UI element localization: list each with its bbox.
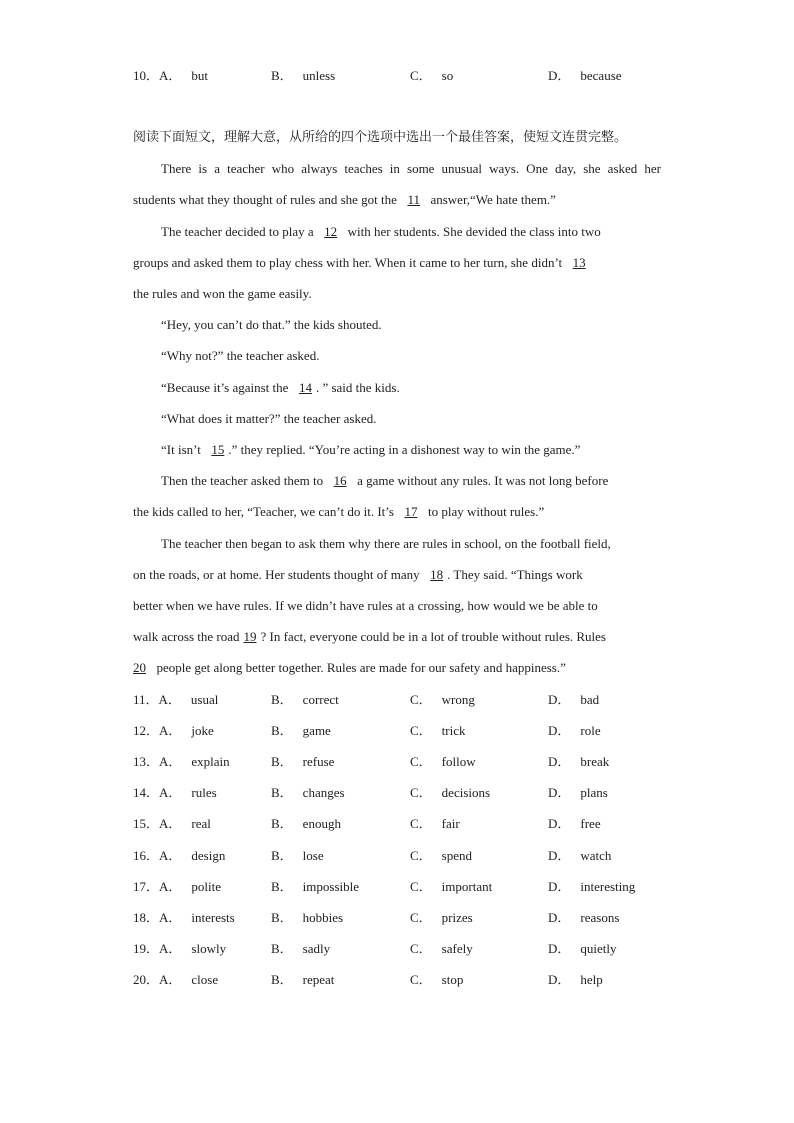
- option-text: so: [441, 68, 454, 83]
- answer-option: [548, 940, 617, 958]
- question-number: 10．: [133, 68, 160, 83]
- question-row: [133, 971, 693, 989]
- option-letter: B．: [271, 723, 293, 738]
- option-letter: A．: [158, 692, 181, 707]
- answer-option: [133, 940, 226, 958]
- option-letter: A．: [159, 972, 182, 987]
- question-row: [133, 722, 693, 740]
- answer-option: [410, 815, 460, 833]
- answer-option: [271, 691, 339, 709]
- option-letter: A．: [159, 879, 182, 894]
- option-text: watch: [580, 848, 612, 863]
- answer-option: [548, 691, 599, 709]
- option-text: important: [441, 879, 493, 894]
- option-letter: C．: [410, 785, 432, 800]
- option-text: sadly: [302, 941, 331, 956]
- answer-option: [410, 722, 466, 740]
- option-text: trick: [441, 723, 466, 738]
- option-text: slowly: [191, 941, 227, 956]
- answer-option: [410, 909, 473, 927]
- passage-text: . They said. “Things work: [447, 567, 583, 582]
- option-text: reasons: [580, 910, 620, 925]
- option-text: enough: [302, 816, 341, 831]
- option-letter: B．: [271, 816, 293, 831]
- blank-11: 11: [407, 192, 420, 207]
- option-letter: C．: [410, 816, 432, 831]
- option-text: game: [302, 723, 331, 738]
- blank-14: 14: [298, 380, 312, 395]
- blank-15: 15: [211, 442, 225, 457]
- passage-line: There is a teacher who always teaches in some unusual ways. One day, she asked her: [161, 161, 661, 176]
- option-text: interesting: [580, 879, 636, 894]
- answer-option: [271, 815, 341, 833]
- option-text: interests: [191, 910, 235, 925]
- option-text: rules: [191, 785, 217, 800]
- option-letter: B．: [271, 785, 293, 800]
- passage-line: [161, 472, 608, 490]
- option-letter: C．: [410, 910, 432, 925]
- question-row: [133, 784, 693, 802]
- q10-option-d: [548, 67, 622, 85]
- answer-option: [271, 878, 359, 896]
- answer-option: [548, 971, 603, 989]
- question-number: 15．: [133, 816, 160, 831]
- blank-18: 18: [430, 567, 444, 582]
- option-letter: C．: [410, 972, 432, 987]
- option-letter: D．: [548, 941, 571, 956]
- passage-line: [161, 441, 580, 459]
- passage-line: [133, 659, 566, 677]
- answer-option: [410, 753, 476, 771]
- option-text: refuse: [302, 754, 335, 769]
- option-text: follow: [441, 754, 476, 769]
- answer-option: [133, 753, 230, 771]
- answer-option: [548, 847, 611, 865]
- answer-option: [271, 940, 330, 958]
- option-text: polite: [191, 879, 222, 894]
- passage-line: “What does it matter?” the teacher asked.: [161, 411, 377, 426]
- option-letter: B．: [271, 972, 293, 987]
- answer-option: [548, 909, 619, 927]
- option-text: free: [580, 816, 601, 831]
- q10-option-b: [271, 67, 335, 85]
- passage-text: people get along better together. Rules are made for our safety and happiness.”: [156, 660, 566, 675]
- question-number: 17．: [133, 879, 160, 894]
- question-row: [133, 878, 693, 896]
- option-letter: A．: [159, 68, 182, 83]
- passage-text: on the roads, or at home. Her students thought of many: [133, 567, 420, 582]
- answer-option: [548, 753, 609, 771]
- option-letter: D．: [548, 910, 571, 925]
- passage-line: better when we have rules. If we didn’t have rules at a crossing, how would we be able to: [133, 598, 598, 613]
- passage-text: answer,“We hate them.”: [430, 192, 556, 207]
- option-letter: A．: [159, 754, 182, 769]
- passage-line: [133, 503, 544, 521]
- option-letter: C．: [410, 941, 432, 956]
- option-text: bad: [580, 692, 600, 707]
- option-text: explain: [191, 754, 230, 769]
- option-letter: A．: [159, 910, 182, 925]
- question-10: [133, 67, 693, 85]
- option-text: plans: [580, 785, 608, 800]
- passage-text: The teacher decided to play a: [161, 224, 314, 239]
- option-letter: D．: [548, 816, 571, 831]
- passage-line: [133, 191, 556, 209]
- answer-option: [133, 971, 218, 989]
- answer-option: [410, 847, 472, 865]
- passage-line: the rules and won the game easily.: [133, 286, 312, 301]
- passage-text: students what they thought of rules and she got the: [133, 192, 397, 207]
- question-number: 20．: [133, 972, 160, 987]
- answer-option: [133, 909, 235, 927]
- option-text: fair: [441, 816, 460, 831]
- q10-option-c: [410, 67, 453, 85]
- option-text: correct: [302, 692, 339, 707]
- passage-text: ? In fact, everyone could be in a lot of trouble without rules. Rules: [260, 629, 606, 644]
- question-number: 12．: [133, 723, 160, 738]
- answer-option: [271, 847, 324, 865]
- answer-option: [133, 722, 214, 740]
- option-letter: D．: [548, 848, 571, 863]
- option-text: stop: [441, 972, 464, 987]
- q10-option-a: [133, 67, 208, 85]
- answer-option: [410, 691, 475, 709]
- option-letter: D．: [548, 785, 571, 800]
- option-letter: B．: [271, 879, 293, 894]
- answer-option: [548, 878, 635, 896]
- passage-line: [161, 379, 400, 397]
- passage-line: “Why not?” the teacher asked.: [161, 348, 320, 363]
- option-text: help: [580, 972, 603, 987]
- answer-option: [271, 753, 334, 771]
- option-letter: A．: [159, 848, 182, 863]
- blank-13: 13: [572, 255, 586, 270]
- answer-option: [410, 784, 490, 802]
- option-text: but: [191, 68, 209, 83]
- option-text: hobbies: [302, 910, 344, 925]
- passage-text: the kids called to her, “Teacher, we can’t do it. It’s: [133, 504, 394, 519]
- question-number: 13．: [133, 754, 160, 769]
- option-letter: A．: [159, 723, 182, 738]
- answer-option: [133, 815, 211, 833]
- passage-line: “Hey, you can’t do that.” the kids shouted.: [161, 317, 382, 332]
- answer-option: [410, 940, 473, 958]
- answer-option: [271, 909, 343, 927]
- blank-19: 19: [243, 629, 257, 644]
- option-letter: C．: [410, 692, 432, 707]
- passage-line: [133, 628, 606, 646]
- option-text: break: [580, 754, 610, 769]
- option-text: prizes: [441, 910, 473, 925]
- option-letter: C．: [410, 754, 432, 769]
- option-letter: B．: [271, 754, 293, 769]
- passage-text: “It isn’t: [161, 442, 201, 457]
- blank-17: 17: [404, 504, 418, 519]
- answer-option: [410, 878, 492, 896]
- blank-12: 12: [324, 224, 338, 239]
- question-number: 16．: [133, 848, 160, 863]
- passage-text: a game without any rules. It was not long before: [357, 473, 609, 488]
- question-number: 18．: [133, 910, 160, 925]
- option-letter: C．: [410, 848, 432, 863]
- blank-20: 20: [133, 660, 146, 675]
- question-row: [133, 940, 693, 958]
- option-letter: C．: [410, 879, 432, 894]
- option-letter: B．: [271, 692, 293, 707]
- option-text: usual: [190, 692, 219, 707]
- option-letter: D．: [548, 692, 571, 707]
- option-letter: B．: [271, 68, 293, 83]
- option-letter: A．: [159, 816, 182, 831]
- option-text: real: [191, 816, 211, 831]
- answer-option: [271, 722, 331, 740]
- option-text: decisions: [441, 785, 491, 800]
- option-text: lose: [302, 848, 324, 863]
- question-row: [133, 815, 693, 833]
- passage-text: with her students. She devided the class into two: [347, 224, 601, 239]
- section-instruction: 阅读下面短文，理解大意，从所给的四个选项中选出一个最佳答案，使短文连贯完整。: [133, 130, 628, 145]
- passage-text: . ” said the kids.: [315, 380, 400, 395]
- question-row: [133, 847, 693, 865]
- option-text: close: [191, 972, 219, 987]
- option-text: impossible: [302, 879, 360, 894]
- option-text: spend: [441, 848, 473, 863]
- passage-text: .” they replied. “You’re acting in a dishonest way to win the game.”: [228, 442, 581, 457]
- answer-option: [271, 784, 345, 802]
- question-number: 11．: [133, 692, 159, 707]
- option-letter: D．: [548, 68, 571, 83]
- option-text: joke: [191, 723, 214, 738]
- option-text: because: [580, 68, 622, 83]
- option-letter: C．: [410, 723, 432, 738]
- option-letter: D．: [548, 754, 571, 769]
- answer-option: [271, 971, 334, 989]
- option-text: unless: [302, 68, 336, 83]
- option-letter: B．: [271, 848, 293, 863]
- option-letter: D．: [548, 723, 571, 738]
- option-text: repeat: [302, 972, 335, 987]
- option-letter: B．: [271, 941, 293, 956]
- option-letter: D．: [548, 879, 571, 894]
- answer-option: [133, 691, 218, 709]
- blank-16: 16: [333, 473, 347, 488]
- passage-line: [133, 566, 583, 584]
- option-text: wrong: [441, 692, 475, 707]
- passage-text: Then the teacher asked them to: [161, 473, 324, 488]
- option-letter: C．: [410, 68, 432, 83]
- option-text: changes: [302, 785, 345, 800]
- option-letter: B．: [271, 910, 293, 925]
- answer-option: [548, 784, 608, 802]
- answer-option: [410, 971, 463, 989]
- question-number: 19．: [133, 941, 160, 956]
- passage-text: “Because it’s against the: [161, 380, 289, 395]
- option-letter: D．: [548, 972, 571, 987]
- option-letter: A．: [159, 941, 182, 956]
- answer-option: [133, 784, 217, 802]
- answer-option: [548, 722, 601, 740]
- passage-line: [161, 223, 601, 241]
- answer-option: [133, 878, 221, 896]
- question-row: [133, 753, 693, 771]
- option-text: role: [580, 723, 601, 738]
- passage-text: to play without rules.”: [427, 504, 545, 519]
- passage-line: The teacher then began to ask them why there are rules in school, on the football field,: [161, 536, 611, 551]
- question-row: [133, 909, 693, 927]
- option-text: design: [191, 848, 226, 863]
- option-letter: A．: [159, 785, 182, 800]
- option-text: safely: [441, 941, 473, 956]
- answer-option: [548, 815, 601, 833]
- answer-option: [133, 847, 225, 865]
- passage-text: groups and asked them to play chess with her. When it came to her turn, she didn’t: [133, 255, 563, 270]
- passage-line: [133, 254, 590, 272]
- passage-text: walk across the road: [133, 629, 240, 644]
- question-number: 14．: [133, 785, 160, 800]
- question-row: [133, 691, 693, 709]
- option-text: quietly: [580, 941, 617, 956]
